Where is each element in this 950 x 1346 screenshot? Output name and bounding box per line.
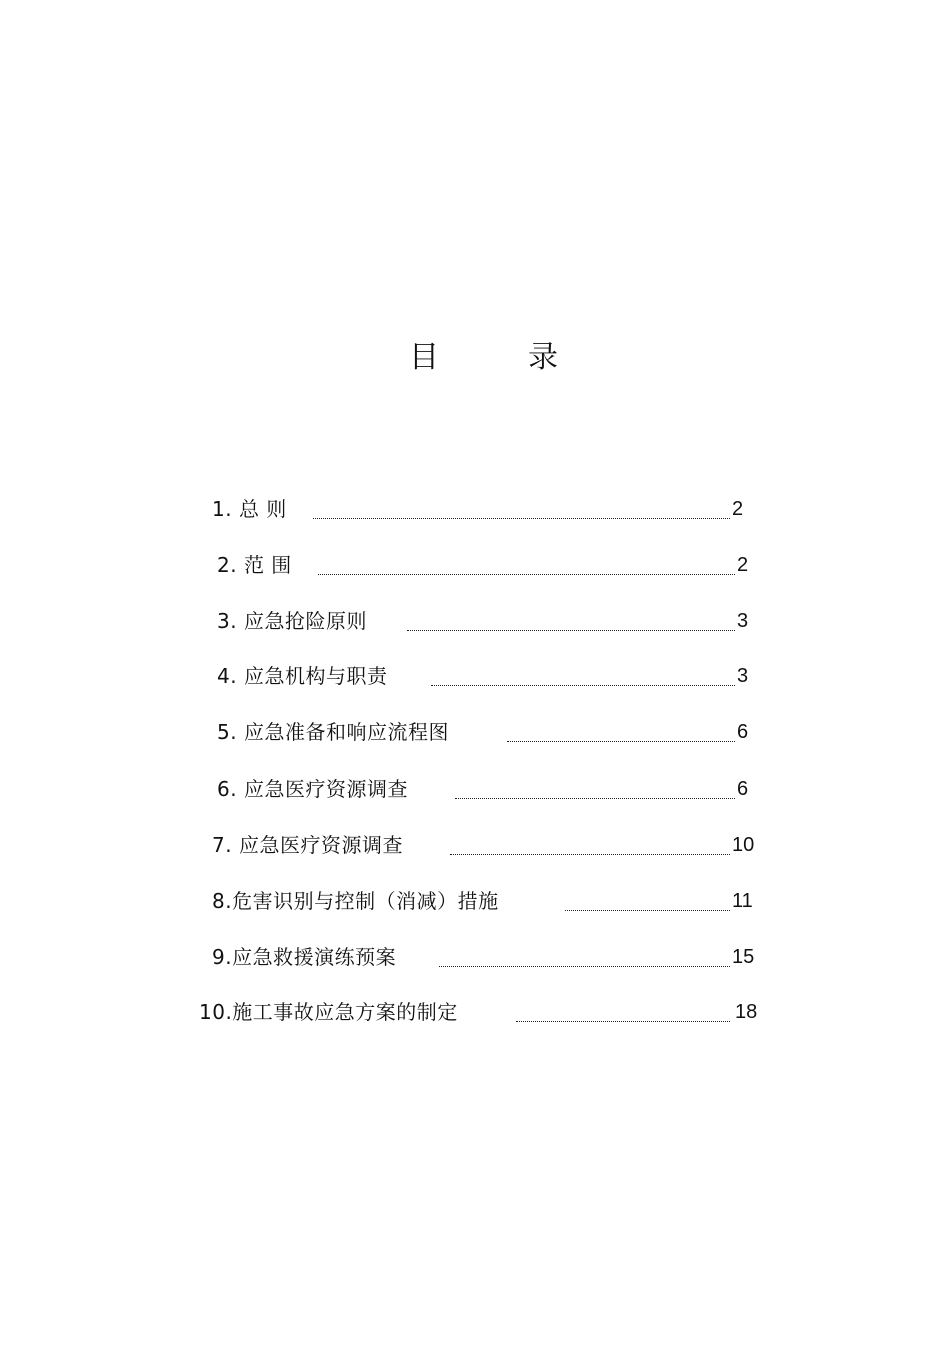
toc-entry-label: 7. 应急医疗资源调查 xyxy=(212,833,403,857)
toc-entry-label: 5. 应急准备和响应流程图 xyxy=(217,720,449,744)
toc-entry[interactable] xyxy=(0,609,950,643)
toc-entry[interactable] xyxy=(0,1000,950,1034)
toc-entry-page: 2 xyxy=(732,498,744,520)
toc-entry-label: 6. 应急医疗资源调查 xyxy=(217,777,408,801)
toc-entry-page: 6 xyxy=(737,778,749,800)
toc-entry-label: 9.应急救援演练预案 xyxy=(212,945,397,969)
toc-entry-page: 2 xyxy=(737,554,749,576)
toc-leader-dots xyxy=(439,966,730,967)
toc-entry-label: 4. 应急机构与职责 xyxy=(217,664,388,688)
title-char-1: 目 xyxy=(409,340,439,375)
toc-entry-label: 10.施工事故应急方案的制定 xyxy=(199,1000,458,1024)
toc-entry-page: 3 xyxy=(737,665,749,687)
toc-leader-dots xyxy=(407,630,735,631)
toc-title xyxy=(0,336,950,384)
toc-entry-label: 3. 应急抢险原则 xyxy=(217,609,367,633)
toc-leader-dots xyxy=(313,518,730,519)
toc-entry-page: 10 xyxy=(732,834,755,856)
toc-leader-dots xyxy=(565,910,730,911)
toc-entry[interactable] xyxy=(0,664,950,698)
toc-entry-label: 1. 总 则 xyxy=(212,497,287,521)
toc-entry-label: 8.危害识别与控制（消减）措施 xyxy=(212,889,499,913)
toc-leader-dots xyxy=(450,854,730,855)
toc-leader-dots xyxy=(455,798,735,799)
toc-entry[interactable] xyxy=(0,497,950,531)
title-char-2: 录 xyxy=(528,340,558,375)
toc-entry[interactable] xyxy=(0,833,950,867)
toc-entry[interactable] xyxy=(0,553,950,587)
toc-leader-dots xyxy=(318,574,735,575)
toc-entry-page: 3 xyxy=(737,610,749,632)
toc-leader-dots xyxy=(431,685,735,686)
toc-entry-page: 15 xyxy=(732,946,755,968)
toc-entry[interactable] xyxy=(0,777,950,811)
toc-entry[interactable] xyxy=(0,889,950,923)
toc-entry-page: 18 xyxy=(735,1001,758,1023)
toc-leader-dots xyxy=(516,1021,730,1022)
toc-entry[interactable] xyxy=(0,945,950,979)
toc-entry-page: 11 xyxy=(732,890,753,912)
toc-entry-label: 2. 范 围 xyxy=(217,553,292,577)
toc-leader-dots xyxy=(507,741,735,742)
toc-entry[interactable] xyxy=(0,720,950,754)
toc-entry-page: 6 xyxy=(737,721,749,743)
